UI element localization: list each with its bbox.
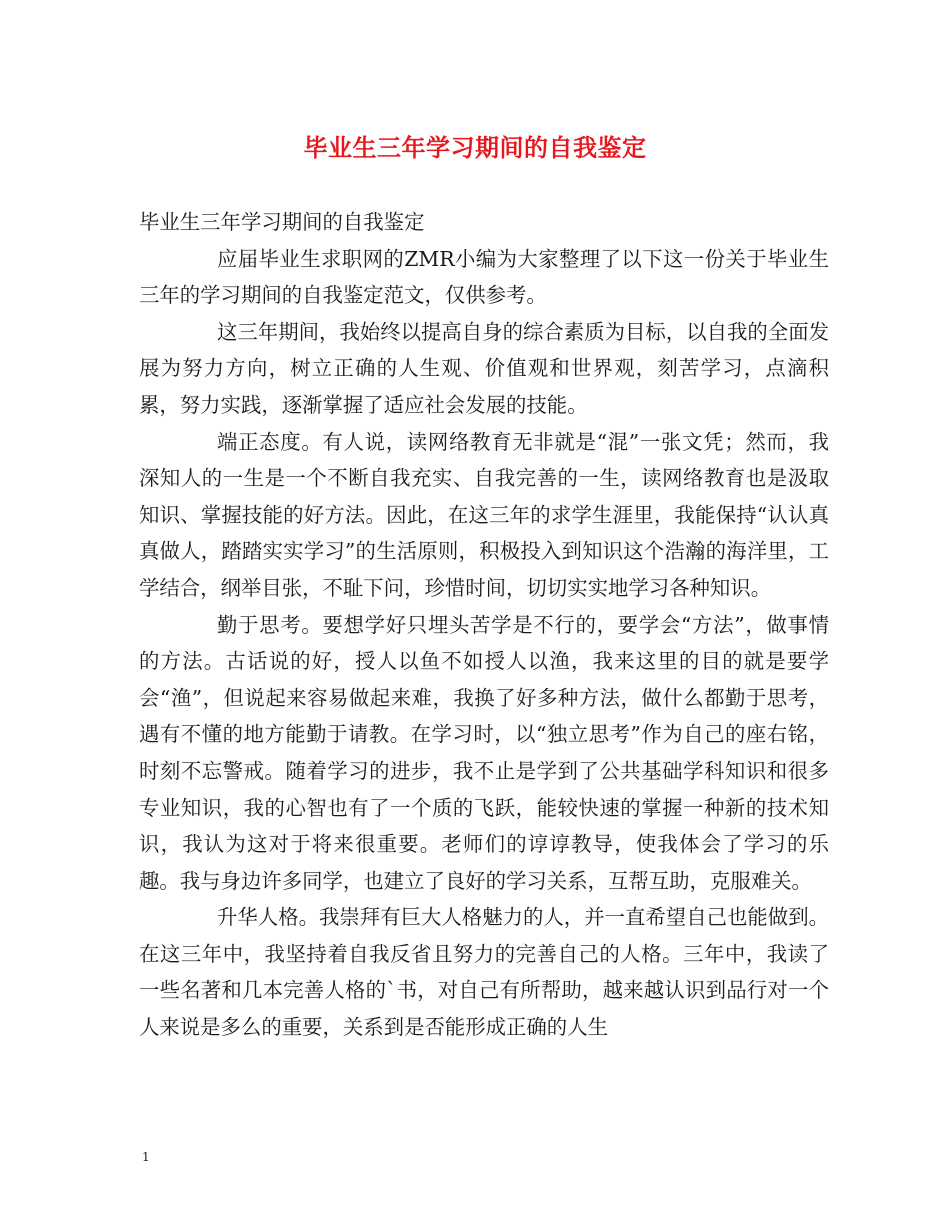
paragraph-thinking: 勤于思考。要想学好只埋头苦学是不行的，要学会“方法”，做事情的方法。古话说的好，授人以鱼不如授人以渔，我来这里的目的就是要学会“渔”，但说起来容易做起来难，我换了好多种方法，做什么都勤于思考，遇有不懂的地方能勤于请教。在学习时，以“独立思考”作为自己的座右铭，时刻不忘警戒。随着学习的进步，我不止是学到了公共基础学科知识和很多专业知识，我的心智也有了一个质的飞跃，能较快速的掌握一种新的技术知识，我认为这对于将来很重要。老师们的谆谆教导，使我体会了学习的乐趣。我与身边许多同学，也建立了良好的学习关系，互帮互助，克服难关。 xyxy=(139,612,829,893)
paragraph-intro: 应届毕业生求职网的ZMR小编为大家整理了以下这一份关于毕业生三年的学习期间的自我鉴定范文，仅供参考。 xyxy=(139,246,829,308)
document-subtitle: 毕业生三年学习期间的自我鉴定 xyxy=(139,210,425,234)
document-body xyxy=(139,204,829,1046)
document-title: 毕业生三年学习期间的自我鉴定 xyxy=(303,133,647,162)
paragraph-personality: 升华人格。我崇拜有巨大人格魅力的人，并一直希望自己也能做到。在这三年中，我坚持着自我反省且努力的完善自己的人格。三年中，我读了一些名著和几本完善人格的`书，对自己有所帮助，越来越认识到品行对一个人来说是多么的重要，关系到是否能形成正确的人生 xyxy=(139,905,829,1040)
paragraph-attitude: 端正态度。有人说，读网络教育无非就是“混”一张文凭；然而，我深知人的一生是一个不断自我充实、自我完善的一生，读网络教育也是汲取知识、掌握技能的好方法。因此，在这三年的求学生涯里，我能保持“认认真真做人，踏踏实实学习”的生活原则，积极投入到知识这个浩瀚的海洋里，工学结合，纲举目张，不耻下问，珍惜时间，切切实实地学习各种知识。 xyxy=(139,429,829,600)
page-number: 1 xyxy=(142,1150,150,1164)
paragraph-overview: 这三年期间，我始终以提高自身的综合素质为目标，以自我的全面发展为努力方向，树立正确的人生观、价值观和世界观，刻苦学习，点滴积累，努力实践，逐渐掌握了适应社会发展的技能。 xyxy=(139,319,829,417)
